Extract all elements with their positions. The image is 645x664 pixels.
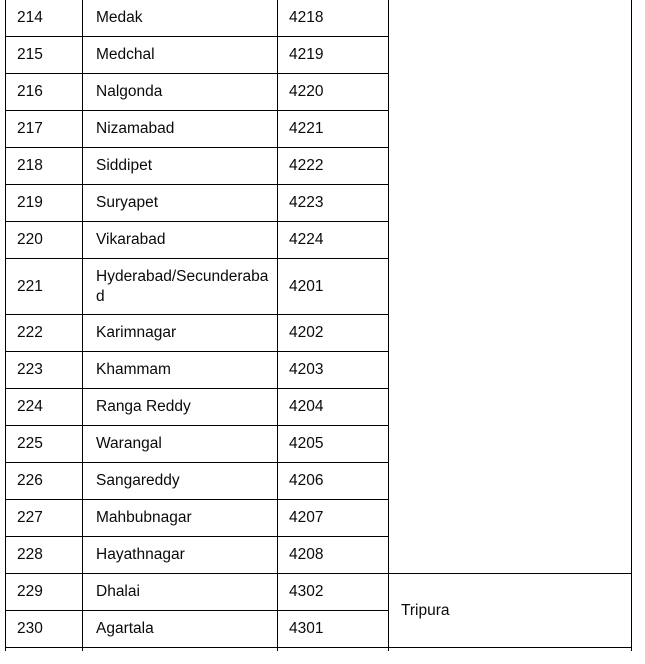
- cell-district-name: Nizamabad: [83, 111, 278, 148]
- cell-serial-number: 226: [6, 463, 83, 500]
- cell-serial-number: 219: [6, 185, 83, 222]
- cell-district-code: 4222: [278, 148, 389, 185]
- cell-district-name: Warangal: [83, 426, 278, 463]
- cell-state-merged-bottom: Tripura: [389, 574, 632, 648]
- cell-serial-number: 214: [6, 0, 83, 37]
- cell-serial-number: 229: [6, 574, 83, 611]
- cell-district-code: 4205: [278, 426, 389, 463]
- cell-district-code: 4219: [278, 37, 389, 74]
- cell-serial-number: 230: [6, 611, 83, 648]
- cell-district-name: Nalgonda: [83, 74, 278, 111]
- table-row: [6, 574, 632, 611]
- cell-serial-number: 228: [6, 537, 83, 574]
- partial-cell-district-name: [83, 648, 278, 651]
- partial-cell-state: [389, 648, 632, 651]
- cell-district-code: 4204: [278, 389, 389, 426]
- cell-district-code: 4201: [278, 259, 389, 315]
- cell-district-code: 4223: [278, 185, 389, 222]
- cell-serial-number: 215: [6, 37, 83, 74]
- cell-district-code: 4224: [278, 222, 389, 259]
- cell-district-code: 4202: [278, 315, 389, 352]
- cell-district-name: Agartala: [83, 611, 278, 648]
- cell-district-name: Medak: [83, 0, 278, 37]
- cell-serial-number: 225: [6, 426, 83, 463]
- cell-district-name: Suryapet: [83, 185, 278, 222]
- cell-district-code: 4218: [278, 0, 389, 37]
- cell-district-code: 4207: [278, 500, 389, 537]
- cell-serial-number: 218: [6, 148, 83, 185]
- cell-state-merged-top: [389, 0, 632, 574]
- cell-district-code: 4208: [278, 537, 389, 574]
- cell-district-name: Vikarabad: [83, 222, 278, 259]
- cell-serial-number: 223: [6, 352, 83, 389]
- table-row: [6, 0, 632, 37]
- cell-serial-number: 217: [6, 111, 83, 148]
- cell-district-name: Mahbubnagar: [83, 500, 278, 537]
- cell-district-code: 4221: [278, 111, 389, 148]
- cell-district-name: Sangareddy: [83, 463, 278, 500]
- partial-cell-serial-number: [6, 648, 83, 651]
- cell-serial-number: 221: [6, 259, 83, 315]
- cell-serial-number: 227: [6, 500, 83, 537]
- cell-district-code: 4301: [278, 611, 389, 648]
- cell-district-name: Siddipet: [83, 148, 278, 185]
- cell-serial-number: 224: [6, 389, 83, 426]
- cell-district-name: Hyderabad/Secunderabad: [83, 259, 278, 315]
- cell-district-name: Dhalai: [83, 574, 278, 611]
- district-code-table: [5, 0, 632, 651]
- partial-cell-district-code: [278, 648, 389, 651]
- cell-serial-number: 220: [6, 222, 83, 259]
- cell-serial-number: 216: [6, 74, 83, 111]
- cell-district-name: Ranga Reddy: [83, 389, 278, 426]
- cell-district-code: 4203: [278, 352, 389, 389]
- cell-district-name: Hayathnagar: [83, 537, 278, 574]
- cell-district-code: 4206: [278, 463, 389, 500]
- table-row-partial: [6, 648, 632, 651]
- cell-district-name: Karimnagar: [83, 315, 278, 352]
- table-body: [6, 0, 632, 651]
- cell-district-code: 4302: [278, 574, 389, 611]
- cell-district-code: 4220: [278, 74, 389, 111]
- cell-district-name: Medchal: [83, 37, 278, 74]
- cell-district-name: Khammam: [83, 352, 278, 389]
- cell-serial-number: 222: [6, 315, 83, 352]
